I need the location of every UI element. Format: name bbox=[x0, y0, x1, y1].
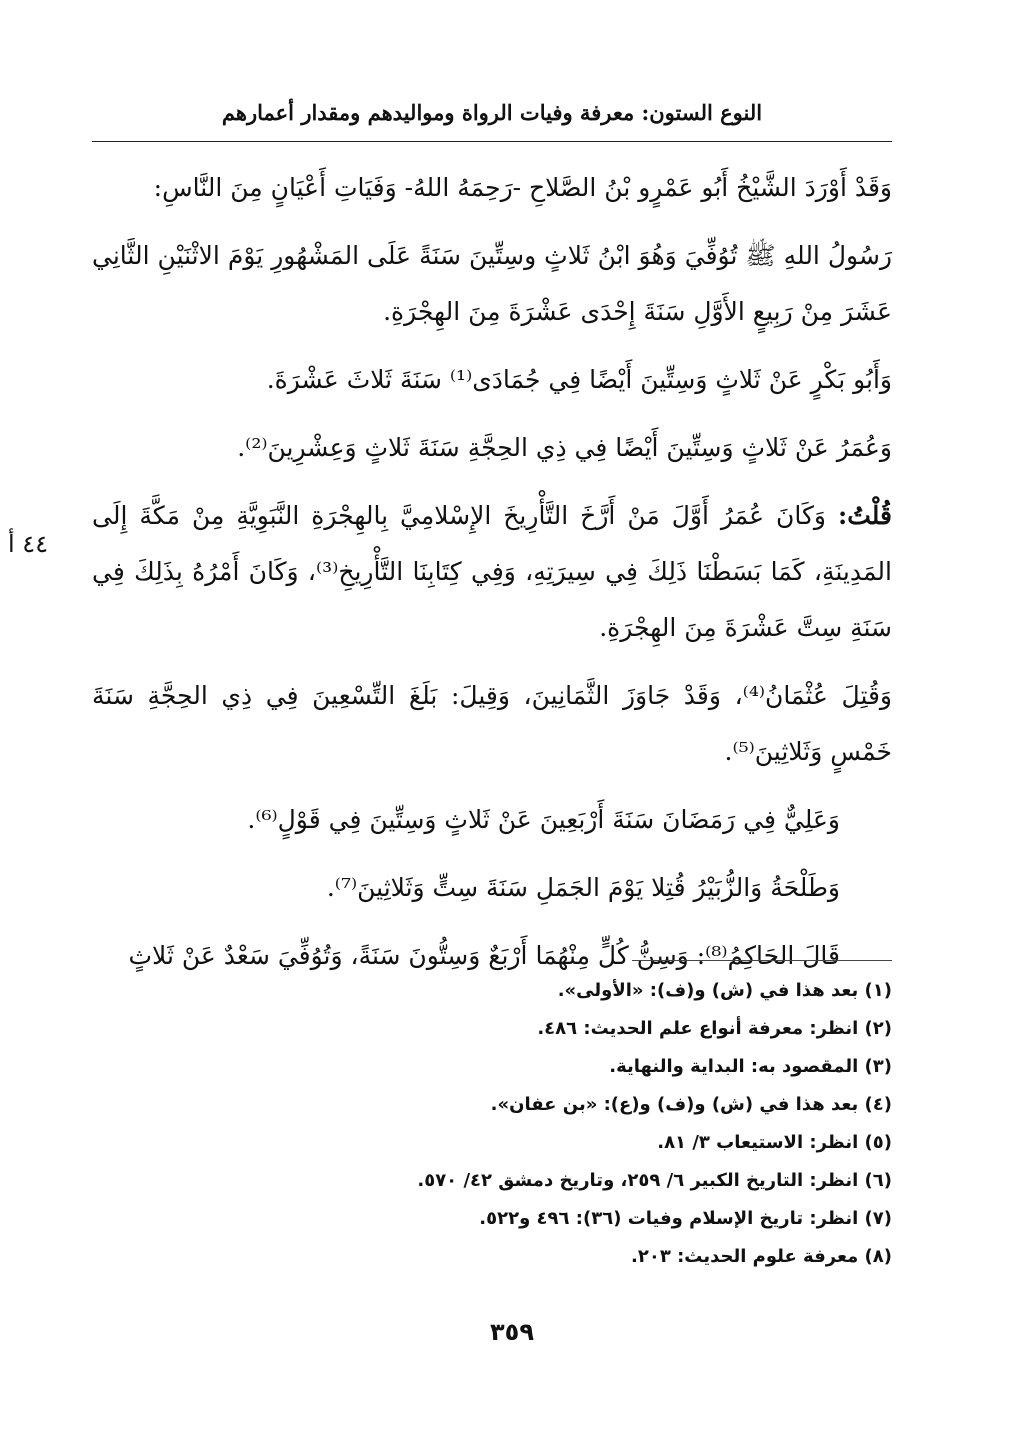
qultu-lead: قُلْتُ: bbox=[838, 501, 893, 530]
main-text bbox=[92, 160, 892, 996]
paragraph-hakim: قَالَ الحَاكِمُ⁽⁸⁾: وَسِنُّ كُلٍّ مِنْهُمَا أَرْبَعٌ وَسِتُّونَ سَنَةً، وَتُوُفِّيَ سَعْدٌ عَنْ ثَلاثٍ bbox=[128, 941, 840, 970]
paragraph-uthman: وَقُتِلَ عُثْمَانُ⁽⁴⁾، وَقَدْ جَاوَزَ الثَّمَانِينَ، وَقِيلَ: بَلَغَ التِّسْعِينَ فِي ذِي الحِجَّةِ سَنَةَ خَمْسٍ وَثَلاثِينَ⁽⁵⁾. bbox=[92, 681, 893, 766]
footnote-2: (٢) انظر: معرفة أنواع علم الحديث: ٤٨٦. bbox=[537, 1018, 892, 1039]
running-header: النوع الستون: معرفة وفيات الرواة ومواليدهم ومقدار أعمارهم bbox=[221, 100, 763, 125]
footnote-4: (٤) بعد هذا في (ش) و(ف) و(ع): «بن عفان». bbox=[490, 1094, 892, 1115]
footnote-6: (٦) انظر: التاريخ الكبير ٦/ ٢٥٩، وتاريخ دمشق ٤٢/ ٥٧٠. bbox=[417, 1170, 892, 1191]
footnote-7: (٧) انظر: تاريخ الإسلام وفيات (٣٦): ٤٩٦ و٥٢٢. bbox=[479, 1208, 892, 1229]
footnote-5: (٥) انظر: الاستيعاب ٣/ ٨١. bbox=[657, 1132, 892, 1153]
manuscript-folio-note: ٤٤ أ bbox=[8, 530, 49, 558]
qultu-text: وَكَانَ عُمَرُ أَوَّلَ مَنْ أَرَّخَ التَّأْرِيخَ الإِسْلامِيَّ بِالهِجْرَةِ النَّبَوِيَّةِ مِنْ مَكَّةَ إِلَى المَدِينَةِ، كَمَا بَسَطْنَا ذَلِكَ فِي سِيرَتِهِ، وَفِي كِتَابِنَا التَّأْرِيخِ⁽³⁾، وَكَانَ أَمْرُهُ بِذَلِكَ فِي سَنَةِ سِتَّ عَشْرَةَ مِنَ الهِجْرَةِ. bbox=[92, 501, 892, 642]
paragraph-abu-bakr: وَأَبُو بَكْرٍ عَنْ ثَلاثٍ وَسِتِّينَ أَيْضًا فِي جُمَادَى⁽¹⁾ سَنَةَ ثَلاثَ عَشْرَةَ. bbox=[266, 365, 892, 394]
footnote-3: (٣) المقصود به: البداية والنهاية. bbox=[609, 1056, 892, 1077]
paragraph-talha-zubayr: وَطَلْحَةُ وَالزُّبَيْرُ قُتِلا يَوْمَ الجَمَلِ سَنَةَ سِتٍّ وَثَلاثِينَ⁽⁷⁾. bbox=[326, 873, 840, 902]
footnote-8: (٨) معرفة علوم الحديث: ٢٠٣. bbox=[631, 1246, 892, 1267]
footnote-divider bbox=[632, 960, 892, 961]
paragraph-umar: وَعُمَرُ عَنْ ثَلاثٍ وَسِتِّينَ أَيْضًا فِي ذِي الحِجَّةِ سَنَةَ ثَلاثٍ وَعِشْرِينَ⁽²⁾. bbox=[237, 433, 892, 462]
footnote-1: (١) بعد هذا في (ش) و(ف): «الأولى». bbox=[557, 980, 892, 1001]
footnotes bbox=[92, 972, 892, 1276]
paragraph-intro: وَقَدْ أَوْرَدَ الشَّيْخُ أَبُو عَمْرٍو بْنُ الصَّلاحِ -رَحِمَهُ اللهُ- وَفَيَاتِ أَعْيَانٍ مِنَ النَّاسِ: bbox=[153, 173, 892, 202]
header-divider bbox=[92, 141, 892, 142]
page-number: ٣٥٩ bbox=[490, 1318, 534, 1346]
paragraph-prophet: رَسُولُ اللهِ ﷺ تُوُفِّيَ وَهُوَ ابْنُ ثَلاثٍ وسِتِّينَ سَنَةً عَلَى المَشْهُورِ يَوْمَ الاثْنَيْنِ الثَّانِي عَشَرَ مِنْ رَبِيعٍ الأَوَّلِ سَنَةَ إِحْدَى عَشْرَةَ مِنَ الهِجْرَةِ. bbox=[92, 241, 892, 326]
paragraph-ali: وَعَلِيٌّ فِي رَمَضَانَ سَنَةَ أَرْبَعِينَ عَنْ ثَلاثٍ وَسِتِّينَ فِي قَوْلٍ⁽⁶⁾. bbox=[247, 805, 840, 834]
paragraph-qultu bbox=[92, 488, 892, 656]
